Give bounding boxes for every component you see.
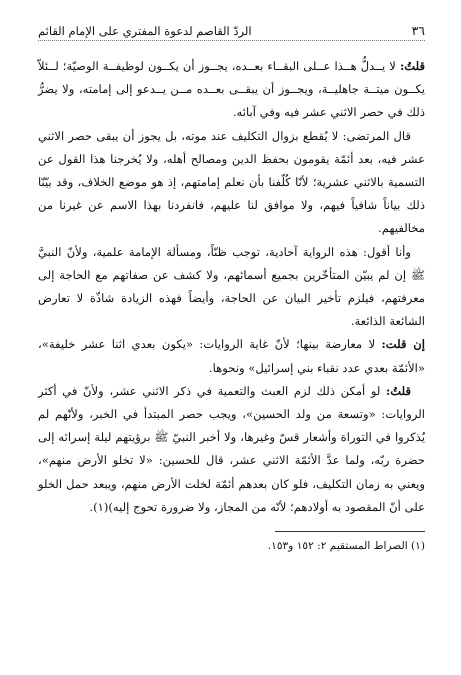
paragraph-text: لا يــدلُّ هــذا عــلى البقــاء بعــده، يجــوز أن يكــون لوظيفــة الوصيّة؛ لــئلاّ يكــون ميتــة جاهليــة، ويجــوز أن يبقــى بعــده مــن يــدعو إلى إمامته، ولا يضرُّ ذلك في حصر الاثني عشر فيه وفي آبائه.: [38, 59, 425, 120]
paragraph-text: لو أمكن ذلك لزم العبث والتعمية في ذكر الاثني عشر، ولأنّ في أكثر الروايات: «وتسعة من ولد الحسين»، ويجب حصر المبتدأ في الخبر، ولأنّهم لم يُذكروا في التوراة وأشعار قسّ وغيرها، ولا أخبر النبيّ ﷺ برؤيتهم ليلة إسرائه إلى حضرة ربّه، ولما عدَّ الأئمّة الاثني عشر، قال للحسين: «لا تخلو الأرض منهم»، ويعني به زمان التكليف، فلو كان بعدهم أئمّة لخلت الأرض منهم، ويبعد حمل الخلو على أنّ المقصود به أولادهم؛ لأنّه من المجاز، ولا ضرورة تحوج إليه)(١).: [38, 383, 425, 514]
paragraph: [38, 380, 425, 519]
footnote: (١) الصراط المستقيم ٢: ١٥٢ و١٥٣.: [267, 540, 425, 553]
paragraph: [38, 333, 425, 379]
paragraph: [38, 241, 425, 334]
paragraph-text: لا معارضة بينها؛ لأنّ غاية الروايات: «يكون بعدي اثنا عشر خليفة»، «الأئمّة بعدي عدد نقباء بني إسرائيل» ونحوها.: [38, 337, 425, 375]
footnote-separator: [275, 531, 425, 532]
paragraph: [38, 55, 425, 125]
page-number: ٣٦: [411, 23, 425, 38]
running-title: الردّ القاصم لدعوة المفتري على الإمام القائم: [38, 24, 252, 38]
paragraph-lead: قلتُ:: [399, 59, 425, 73]
paragraph: [38, 125, 425, 241]
paragraph-lead: إن قلت:: [381, 337, 425, 352]
paragraph-text: قال المرتضى: لا يُقطع بزوال التكليف عند موته، بل يجوز أن يبقى حصر الاثني عشر فيه، بعد أئمّة يقومون بحفظ الدين ومصالح أهله، ولا يُخرجنا هذا القول عن التسمية بالاثني عشرية؛ لأنّا كُلّفنا بأن نعلم إمامتهم، إذ هو موضع الخلاف، وقد بيّنّا ذلك بياناً شافياً فيهم، ولا موافق لنا عليهم، فانفردنا بهذا الاسم عن غيرنا من مخالفيهم.: [38, 128, 425, 236]
paragraph-text: وأنا أقول: هذه الرواية آحادية، توجب ظنّاً، ومسألة الإمامة علمية، ولأنّ النبيَّ ﷺ إن لم يبيّن المتأخّرين بجميع أسمائهم، ولا كشف عن صفاتهم مع الحاجة إلى معرفتهم، فيلزم تأخير البيان عن الحاجة، وأيضاً فهذه الزيادة شاذّة لا تعارض الشائعة الذائعة.: [38, 244, 425, 329]
page-header: [38, 22, 425, 41]
paragraph-lead: قلتُ:: [385, 383, 411, 398]
main-text: [38, 55, 425, 519]
